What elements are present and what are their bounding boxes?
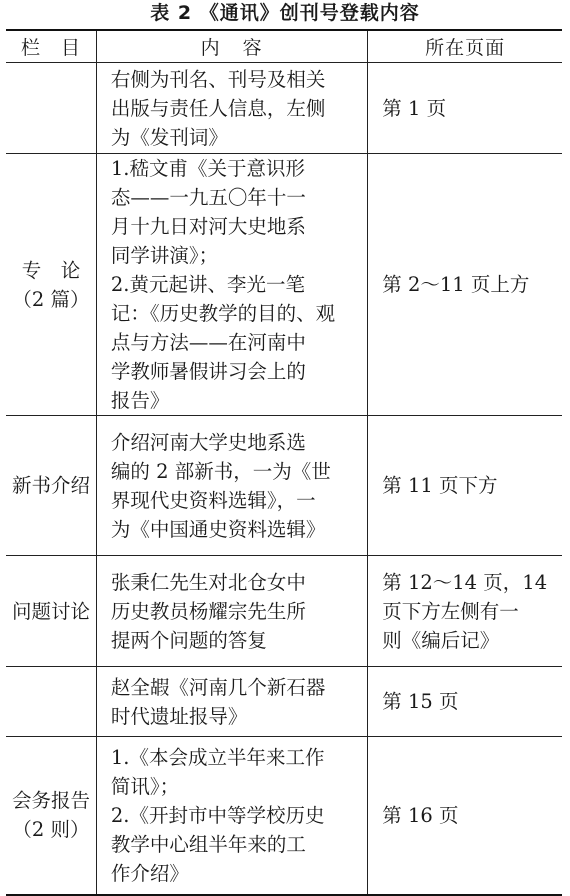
header-content: 内 容 xyxy=(96,30,367,63)
page-line: 第 11 页下方 xyxy=(382,474,498,497)
row-content-cell xyxy=(96,154,367,416)
row-content-cell xyxy=(96,63,367,154)
content-line: 报告》 xyxy=(110,389,170,412)
row-content-cell xyxy=(96,556,367,667)
row-page-cell xyxy=(368,667,562,737)
content-line: 历史教员杨耀宗先生所 xyxy=(110,599,306,623)
page-line: 则《编后记》 xyxy=(382,628,500,652)
table-row xyxy=(6,63,562,154)
content-line: 界现代史资料选辑》，一 xyxy=(110,488,316,512)
row-page-cell xyxy=(368,416,562,556)
content-line: 2.黄元起讲、李光一笔 xyxy=(110,273,305,296)
content-line: 点与方法——在河南中 xyxy=(110,331,306,354)
content-line: 提两个问题的答复 xyxy=(110,628,267,652)
content-line: 同学讲演》； xyxy=(110,244,219,267)
content-line: 介绍河南大学史地系选 xyxy=(110,430,306,454)
table-row xyxy=(6,556,562,667)
row-page-cell xyxy=(368,154,562,416)
header-row xyxy=(6,30,562,63)
content-line: 2.《开封市中等学校历史 xyxy=(110,803,325,827)
content-line: 右侧为刊名、刊号及相关 xyxy=(110,67,326,91)
header-column: 栏 目 xyxy=(6,30,96,63)
content-table xyxy=(6,29,562,896)
content-line: 编的 2 部新书，一为《世 xyxy=(110,459,331,483)
row-content-cell xyxy=(96,737,367,895)
row-content-cell xyxy=(96,667,367,737)
column-label: 专 论 xyxy=(21,258,81,282)
content-line: 张秉仁先生对北仓女中 xyxy=(110,570,306,594)
content-line: 1.《本会成立半年来工作 xyxy=(110,745,325,769)
row-column-cell xyxy=(6,416,96,556)
row-column-cell xyxy=(6,154,96,416)
content-line: 态——一九五〇年十一 xyxy=(110,186,306,209)
row-column-cell xyxy=(6,667,96,737)
row-page-cell xyxy=(368,63,562,154)
content-line: 1.嵇文甫《关于意识形 xyxy=(110,157,305,180)
content-line: 简讯》； xyxy=(110,774,180,798)
content-line: 赵全嘏《河南几个新石器 xyxy=(110,675,326,699)
row-content-cell xyxy=(96,416,367,556)
content-line: 为《中国通史资料选辑》 xyxy=(110,517,326,541)
column-count: （2 篇） xyxy=(12,287,90,311)
row-column-cell xyxy=(6,556,96,667)
page-line: 第 2～11 页上方 xyxy=(382,273,530,296)
table-row xyxy=(6,154,562,416)
table-row xyxy=(6,667,562,737)
content-line: 月十九日对河大史地系 xyxy=(110,215,306,238)
row-column-cell xyxy=(6,737,96,895)
table-row xyxy=(6,416,562,556)
column-label: 新书介绍 xyxy=(11,474,90,497)
content-line: 时代遗址报导》 xyxy=(110,704,248,728)
column-count: （2 则） xyxy=(12,818,90,842)
page-line: 页下方左侧有一 xyxy=(382,599,519,623)
page-line: 第 16 页 xyxy=(382,803,459,827)
content-line: 学教师暑假讲习会上的 xyxy=(110,360,306,383)
table-row xyxy=(6,737,562,895)
column-label: 会务报告 xyxy=(11,789,90,813)
row-page-cell xyxy=(368,556,562,667)
page-line: 第 12～14 页，14 xyxy=(382,570,548,594)
content-line: 记：《历史教学的目的、观 xyxy=(110,302,336,325)
page-line: 第 1 页 xyxy=(382,96,447,120)
row-page-cell xyxy=(368,737,562,895)
content-line: 为《发刊词》 xyxy=(110,125,228,149)
column-label: 问题讨论 xyxy=(11,599,90,623)
content-line: 作介绍》 xyxy=(110,861,189,885)
row-column-cell xyxy=(6,63,96,154)
page-line: 第 15 页 xyxy=(382,690,459,713)
header-page: 所在页面 xyxy=(368,30,562,63)
content-line: 出版与责任人信息，左侧 xyxy=(110,96,326,120)
table-title: 表 2 《通讯》创刊号登载内容 xyxy=(150,2,420,24)
content-line: 教学中心组半年来的工 xyxy=(110,832,306,856)
